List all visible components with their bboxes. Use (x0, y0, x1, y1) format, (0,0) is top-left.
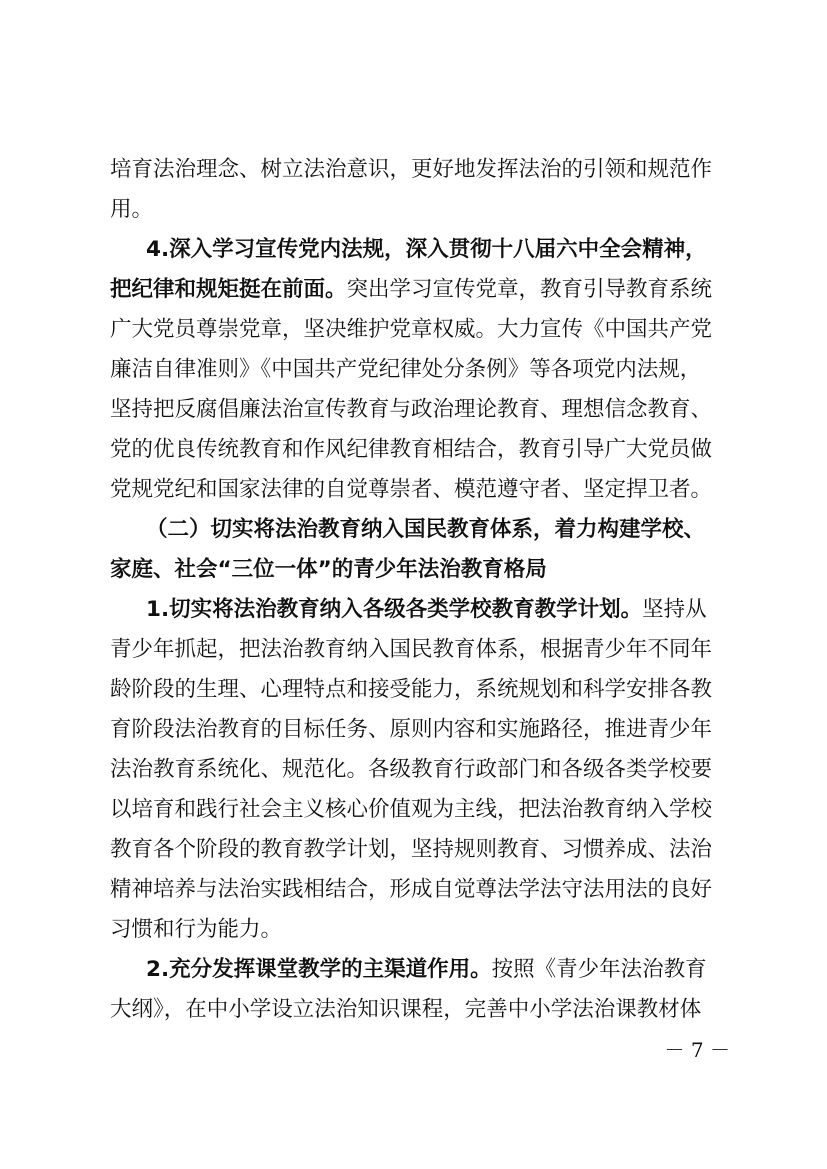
text-line (110, 270, 720, 310)
text-line (110, 310, 720, 350)
text-run: 以培育和践行社会主义核心价值观为主线，把法治教育纳入学校 (110, 797, 713, 822)
text-run: 党规党纪和国家法律的自觉尊崇者、模范遵守者、坚定捍卫者。 (110, 477, 713, 502)
text-run: 青少年抓起，把法治教育纳入国民教育体系，根据青少年不同年 (110, 637, 713, 662)
text-run: 育阶段法治教育的目标任务、原则内容和实施路径，推进青少年 (110, 717, 713, 742)
text-run: 党的优良传统教育和作风纪律教育相结合，教育引导广大党员做 (110, 437, 713, 462)
text-run: 龄阶段的生理、心理特点和接受能力，系统规划和科学安排各教 (110, 677, 713, 702)
text-line (110, 230, 720, 270)
text-run: 精神培养与法治实践相结合，形成自觉尊法学法守法用法的良好 (110, 877, 713, 902)
text-run: 按照《青少年法治教育 (491, 957, 707, 982)
bold-text-run: 1.切实将法治教育纳入各级各类学校教育教学计划。 (146, 597, 643, 622)
text-line (110, 870, 720, 910)
text-line (110, 190, 720, 230)
bold-text-run: （二）切实将法治教育纳入国民教育体系，着力构建学校、 (146, 517, 706, 542)
page-number: － 7 － (664, 1038, 730, 1062)
text-run: 坚持把反腐倡廉法治宣传教育与政治理论教育、理想信念教育、 (110, 397, 713, 422)
text-line (110, 510, 720, 550)
text-run: 习惯和行为能力。 (110, 917, 283, 942)
bold-text-run: 家庭、社会“三位一体”的青少年法治教育格局 (110, 557, 547, 582)
text-line (110, 750, 720, 790)
text-run: 突出学习宣传党章，教育引导教育系统 (346, 277, 713, 302)
bold-text-run: 4.深入学习宣传党内法规，深入贯彻十八届六中全会精神， (146, 237, 707, 262)
text-line (110, 550, 720, 590)
text-run: 培育法治理念、树立法治意识，更好地发挥法治的引领和规范作 (110, 157, 713, 182)
text-line (110, 590, 720, 630)
text-run: 用。 (110, 197, 154, 222)
text-line (110, 990, 720, 1030)
text-run: 法治教育系统化、规范化。各级教育行政部门和各级各类学校要 (110, 757, 713, 782)
text-run: 坚持从 (642, 597, 707, 622)
bold-text-run: 2.充分发挥课堂教学的主渠道作用。 (146, 957, 492, 982)
text-line (110, 430, 720, 470)
text-line (110, 390, 720, 430)
text-line (110, 910, 720, 950)
text-line (110, 830, 720, 870)
text-line (110, 630, 720, 670)
text-run: 教育各个阶段的教育教学计划，坚持规则教育、习惯养成、法治 (110, 837, 713, 862)
text-run: 廉洁自律准则》《中国共产党纪律处分条例》等各项党内法规， (110, 357, 702, 382)
text-line (110, 470, 720, 510)
text-run: 广大党员尊崇党章，坚决维护党章权威。大力宣传《中国共产党 (110, 317, 713, 342)
text-line (110, 350, 720, 390)
text-line (110, 950, 720, 990)
text-line (110, 150, 720, 190)
text-line (110, 790, 720, 830)
text-line (110, 710, 720, 750)
text-run: 大纲》，在中小学设立法治知识课程，完善中小学法治课教材体 (110, 997, 702, 1022)
text-line (110, 670, 720, 710)
bold-text-run: 把纪律和规矩挺在前面。 (110, 277, 347, 302)
